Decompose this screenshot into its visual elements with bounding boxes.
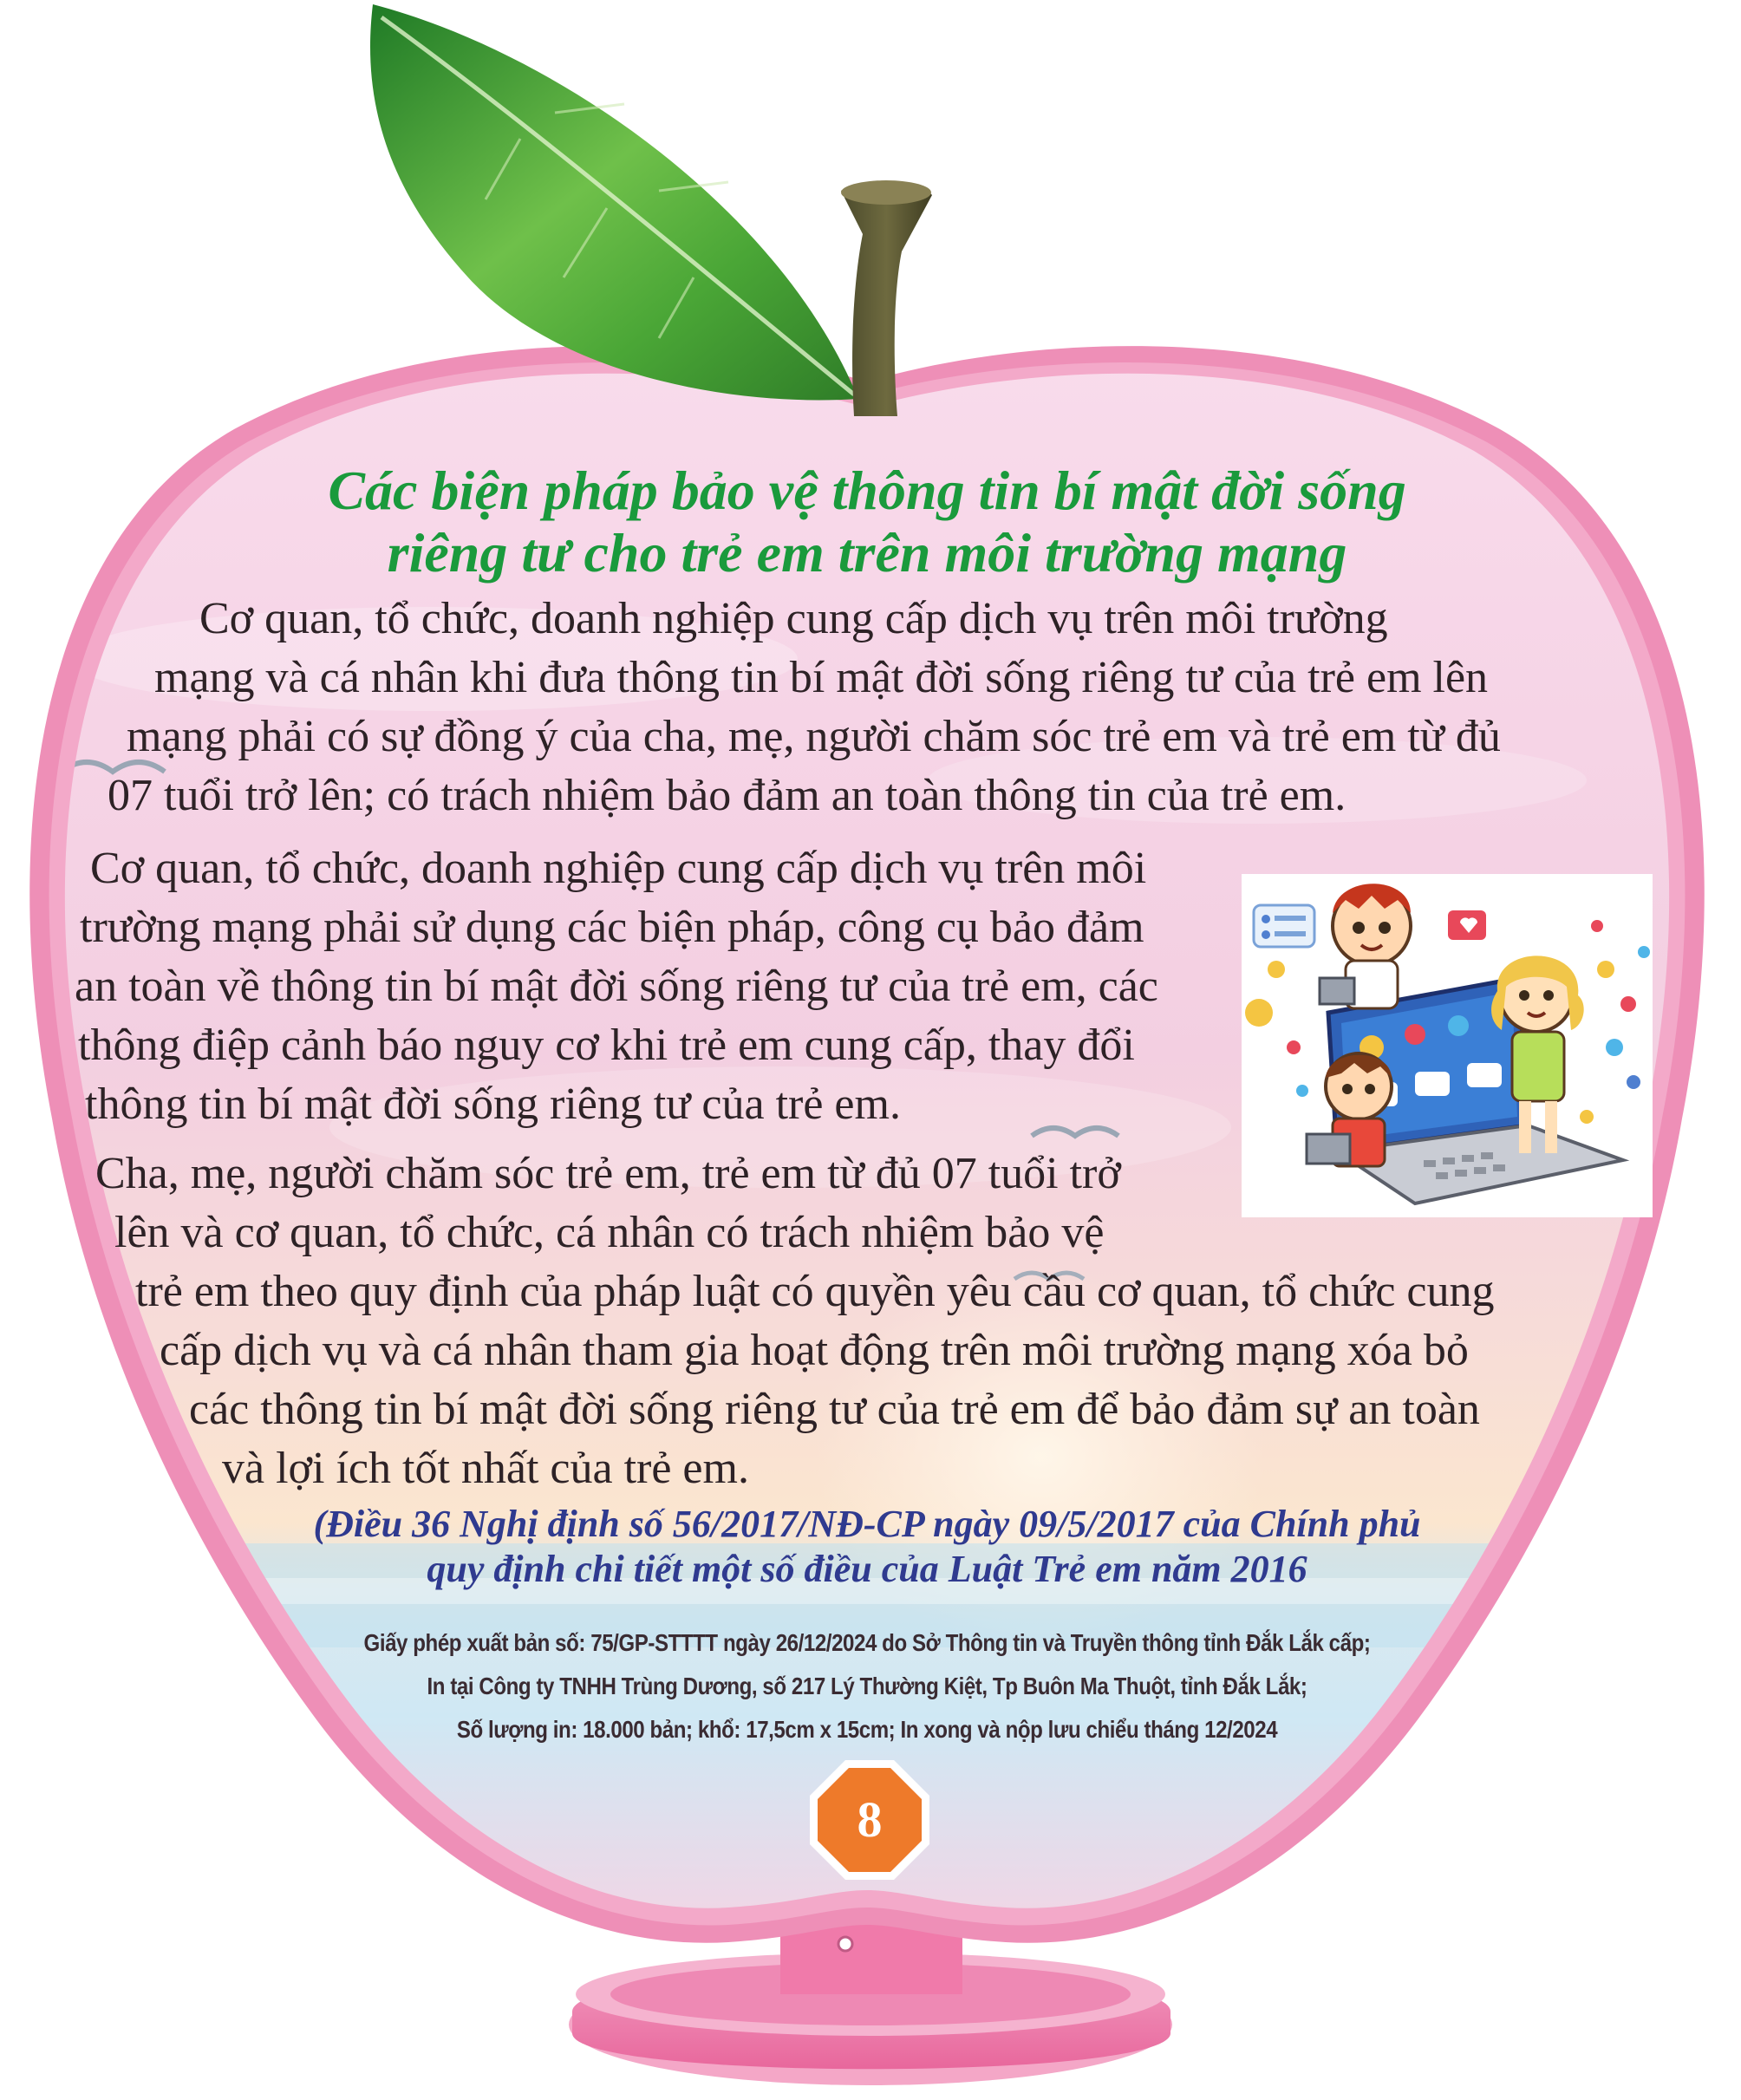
paragraph-3-line: các thông tin bí mật đời sống riêng tư của trẻ em để bảo đảm sự an toàn bbox=[189, 1385, 1480, 1434]
imprint-line-1: Giấy phép xuất bản số: 75/GP-STTTT ngày 26/12/2024 do Sở Thông tin và Truyền thông tỉnh Đắk Lắk cấp; bbox=[363, 1629, 1371, 1656]
paragraph-2-line: thông tin bí mật đời sống riêng tư của trẻ em. bbox=[85, 1079, 901, 1129]
paragraph-2-line: Cơ quan, tổ chức, doanh nghiệp cung cấp dịch vụ trên môi bbox=[90, 844, 1147, 893]
legal-citation bbox=[173, 1502, 1561, 1592]
page-number: 8 bbox=[857, 1791, 883, 1848]
children-laptop-social-media-illustration bbox=[1242, 874, 1653, 1217]
paragraph-3-line: lên và cơ quan, tổ chức, cá nhân có trách nhiệm bảo vệ bbox=[114, 1208, 1105, 1257]
paragraph-2-line: trường mạng phải sử dụng các biện pháp, công cụ bảo đảm bbox=[80, 903, 1144, 952]
paragraph-3-line: cấp dịch vụ và cá nhân tham gia hoạt động trên môi trường mạng xóa bỏ bbox=[160, 1326, 1469, 1375]
title-line-2: riêng tư cho trẻ em trên môi trường mạng bbox=[387, 522, 1347, 584]
title-line-1: Các biện pháp bảo vệ thông tin bí mật đời sống bbox=[328, 460, 1406, 521]
paragraph-1-line: 07 tuổi trở lên; có trách nhiệm bảo đảm an toàn thông tin của trẻ em. bbox=[108, 771, 1347, 820]
paragraph-1-line: Cơ quan, tổ chức, doanh nghiệp cung cấp dịch vụ trên môi trường bbox=[199, 594, 1388, 643]
citation-line-2: quy định chi tiết một số điều của Luật Trẻ em năm 2016 bbox=[427, 1548, 1307, 1590]
publication-imprint bbox=[271, 1621, 1464, 1751]
page-title bbox=[260, 460, 1474, 584]
citation-line-1: (Điều 36 Nghị định số 56/2017/NĐ-CP ngày 09/5/2017 của Chính phủ bbox=[313, 1503, 1421, 1545]
paragraph-3-line: Cha, mẹ, người chăm sóc trẻ em, trẻ em từ đủ 07 tuổi trở bbox=[95, 1149, 1121, 1198]
paragraph-3-line: và lợi ích tốt nhất của trẻ em. bbox=[222, 1444, 749, 1493]
imprint-line-3: Số lượng in: 18.000 bản; khổ: 17,5cm x 15cm; In xong và nộp lưu chiểu tháng 12/2024 bbox=[456, 1716, 1278, 1743]
paragraph-3-line: trẻ em theo quy định của pháp luật có quyền yêu cầu cơ quan, tổ chức cung bbox=[135, 1267, 1495, 1316]
leaf-icon bbox=[370, 4, 858, 400]
paragraph-2-line: thông điệp cảnh báo nguy cơ khi trẻ em cung cấp, thay đổi bbox=[78, 1021, 1135, 1070]
imprint-line-2: In tại Công ty TNHH Trùng Dương, số 217 Lý Thường Kiệt, Tp Buôn Ma Thuột, tỉnh Đắk Lắk; bbox=[427, 1673, 1307, 1699]
paragraph-1-line: mạng phải có sự đồng ý của cha, mẹ, người chăm sóc trẻ em và trẻ em từ đủ bbox=[127, 712, 1501, 761]
paragraph-2-line: an toàn về thông tin bí mật đời sống riêng tư của trẻ em, các bbox=[75, 962, 1158, 1011]
paragraph-1-line: mạng và cá nhân khi đưa thông tin bí mật đời sống riêng tư của trẻ em lên bbox=[154, 653, 1489, 702]
